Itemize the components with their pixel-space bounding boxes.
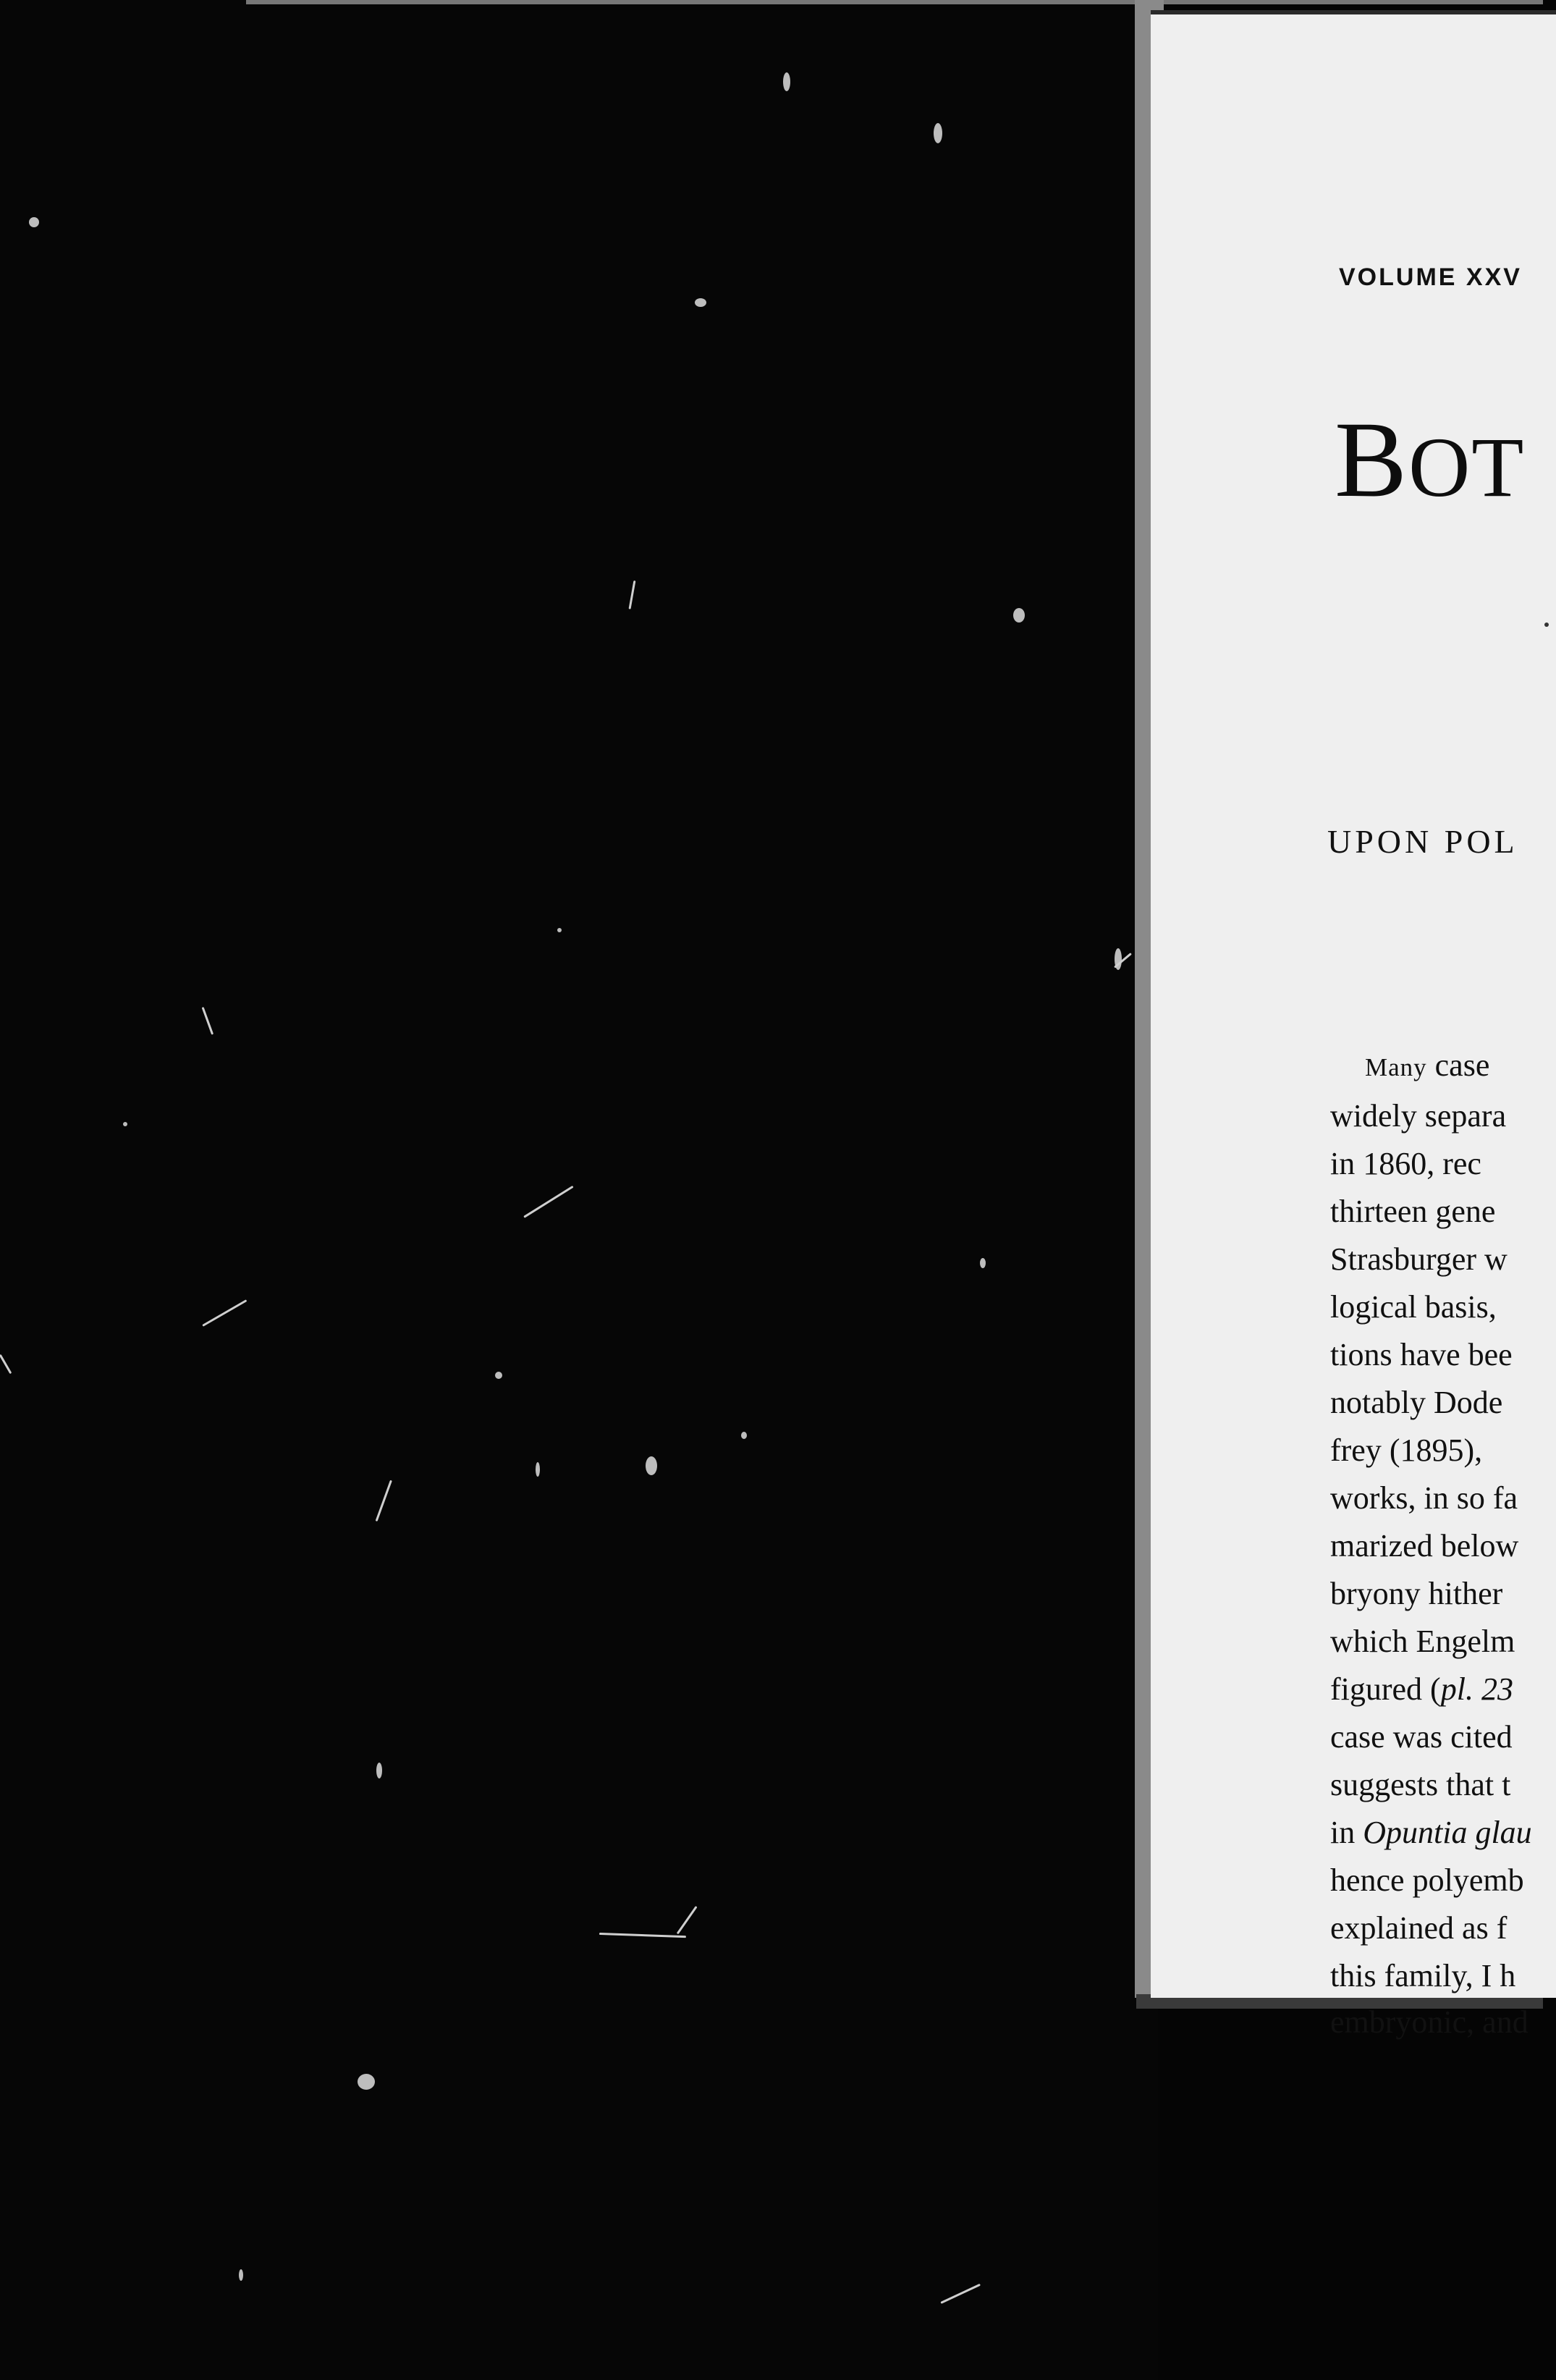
dust-fibre xyxy=(376,1480,392,1522)
body-line: marized below xyxy=(1330,1528,1519,1564)
dust-speck xyxy=(376,1763,382,1778)
body-line: figured (pl. 23 xyxy=(1330,1671,1513,1707)
ornament-dot xyxy=(1544,623,1549,627)
dust-fibre xyxy=(629,581,636,609)
body-line: logical basis, xyxy=(1330,1289,1497,1325)
body-line: in Opuntia glau xyxy=(1330,1815,1532,1850)
lead-small-caps: Many xyxy=(1365,1053,1427,1081)
dust-speck xyxy=(934,123,942,143)
body-line: case was cited xyxy=(1330,1719,1513,1755)
body-line: suggests that t xyxy=(1330,1767,1511,1802)
body-line: notably Dode xyxy=(1330,1385,1503,1420)
dust-fibre xyxy=(0,1354,12,1374)
dust-speck xyxy=(495,1372,502,1379)
body-line: tions have bee xyxy=(1330,1337,1513,1372)
journal-title-initial: B xyxy=(1335,400,1409,520)
top-edge-rule xyxy=(246,0,1543,4)
dust-speck xyxy=(239,2269,243,2281)
body-line: embryonic, and xyxy=(1330,2004,1528,2040)
dust-speck xyxy=(980,1258,986,1268)
dust-speck xyxy=(741,1432,747,1439)
body-line: thirteen gene xyxy=(1330,1194,1496,1229)
dust-fibre xyxy=(599,1933,686,1938)
dust-speck xyxy=(536,1462,540,1477)
volume-header: VOLUME XXV xyxy=(1339,263,1522,291)
dust-fibre xyxy=(202,1007,213,1035)
body-line: frey (1895), xyxy=(1330,1432,1483,1468)
dust-speck xyxy=(29,217,39,227)
body-line: which Engelm xyxy=(1330,1624,1515,1659)
body-line: widely separa xyxy=(1330,1098,1507,1134)
dust-speck xyxy=(646,1456,657,1475)
dust-speck xyxy=(358,2074,375,2090)
body-line: Strasburger w xyxy=(1330,1241,1508,1277)
journal-title xyxy=(1335,400,1526,520)
dust-speck xyxy=(695,298,706,307)
dust-speck xyxy=(557,928,562,932)
dust-fibre xyxy=(523,1186,573,1218)
dust-speck xyxy=(123,1122,127,1126)
body-line: in 1860, rec xyxy=(1330,1146,1481,1181)
dust-fibre xyxy=(677,1906,698,1934)
dust-fibre xyxy=(202,1299,247,1327)
journal-title-rest: OT xyxy=(1408,420,1526,515)
dust-fibre xyxy=(940,2284,981,2304)
body-line: bryony hither xyxy=(1330,1576,1503,1611)
body-line: works, in so fa xyxy=(1330,1480,1518,1516)
article-title: UPON POL xyxy=(1327,823,1518,860)
body-line: this family, I h xyxy=(1330,1958,1516,1993)
body-line: Many case xyxy=(1365,1047,1490,1083)
dust-speck xyxy=(783,72,790,91)
body-line: explained as f xyxy=(1330,1910,1508,1946)
body-line: hence polyemb xyxy=(1330,1862,1524,1898)
document-page xyxy=(1151,10,1556,2040)
dust-speck xyxy=(1013,608,1025,623)
